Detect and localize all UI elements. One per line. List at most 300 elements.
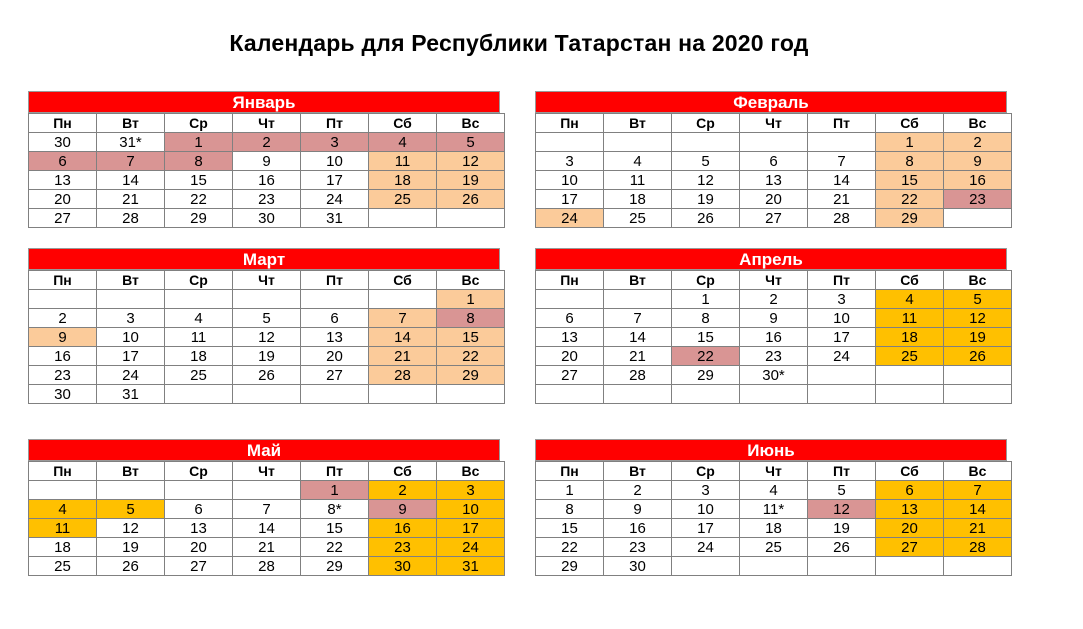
day-cell: 12 [437, 152, 505, 171]
day-cell: 17 [437, 519, 505, 538]
day-cell: 23 [740, 347, 808, 366]
empty-cell [369, 209, 437, 228]
weekday-label: Сб [369, 114, 437, 133]
day-cell: 6 [876, 481, 944, 500]
day-cell: 29 [876, 209, 944, 228]
weekday-label: Вт [97, 462, 165, 481]
day-cell: 26 [97, 557, 165, 576]
day-cell: 27 [165, 557, 233, 576]
weekday-label: Вт [604, 462, 672, 481]
month-name: Май [28, 439, 500, 461]
day-cell: 12 [97, 519, 165, 538]
day-cell: 30 [369, 557, 437, 576]
weekday-label: Пн [29, 114, 97, 133]
day-cell: 10 [808, 309, 876, 328]
week-row [536, 133, 1012, 152]
day-cell: 20 [536, 347, 604, 366]
week-row [536, 557, 1012, 576]
day-cell: 19 [233, 347, 301, 366]
day-cell: 3 [672, 481, 740, 500]
empty-cell [740, 385, 808, 404]
empty-cell [876, 557, 944, 576]
day-cell: 29 [301, 557, 369, 576]
day-cell: 24 [536, 209, 604, 228]
day-cell: 28 [369, 366, 437, 385]
day-cell: 11 [29, 519, 97, 538]
month-grid [28, 270, 505, 404]
day-cell: 9 [369, 500, 437, 519]
day-cell: 15 [437, 328, 505, 347]
empty-cell [233, 481, 301, 500]
day-cell: 20 [165, 538, 233, 557]
day-cell: 13 [740, 171, 808, 190]
day-cell: 5 [233, 309, 301, 328]
weekday-label: Чт [740, 462, 808, 481]
day-cell: 17 [808, 328, 876, 347]
day-cell: 26 [944, 347, 1012, 366]
day-cell: 13 [301, 328, 369, 347]
day-cell: 15 [301, 519, 369, 538]
day-cell: 24 [97, 366, 165, 385]
day-cell: 21 [369, 347, 437, 366]
day-cell: 2 [604, 481, 672, 500]
weekday-label: Пн [29, 462, 97, 481]
week-row [536, 519, 1012, 538]
week-row [536, 366, 1012, 385]
week-row [29, 366, 505, 385]
day-cell: 3 [97, 309, 165, 328]
week-row [29, 152, 505, 171]
weekday-label: Чт [233, 114, 301, 133]
empty-cell [944, 366, 1012, 385]
day-cell: 31 [437, 557, 505, 576]
day-cell: 22 [301, 538, 369, 557]
weekday-label: Ср [672, 462, 740, 481]
day-cell: 4 [165, 309, 233, 328]
day-cell: 12 [944, 309, 1012, 328]
day-cell: 14 [97, 171, 165, 190]
day-cell: 4 [740, 481, 808, 500]
weekday-label: Пн [536, 271, 604, 290]
day-cell: 22 [536, 538, 604, 557]
empty-cell [369, 290, 437, 309]
day-cell: 8 [165, 152, 233, 171]
day-cell: 5 [944, 290, 1012, 309]
day-cell: 25 [165, 366, 233, 385]
day-cell: 23 [29, 366, 97, 385]
week-row [29, 133, 505, 152]
weekday-label: Сб [369, 271, 437, 290]
day-cell: 24 [437, 538, 505, 557]
weekday-label: Чт [740, 271, 808, 290]
day-cell: 28 [604, 366, 672, 385]
page-title: Календарь для Республики Татарстан на 2020 год [229, 30, 809, 56]
day-cell: 20 [876, 519, 944, 538]
day-cell: 1 [876, 133, 944, 152]
empty-cell [740, 133, 808, 152]
weekday-header-row [536, 462, 1012, 481]
day-cell: 18 [165, 347, 233, 366]
day-cell: 31 [97, 385, 165, 404]
day-cell: 13 [29, 171, 97, 190]
week-row [536, 385, 1012, 404]
weekday-header-row [536, 271, 1012, 290]
empty-cell [536, 385, 604, 404]
day-cell: 29 [165, 209, 233, 228]
day-cell: 9 [944, 152, 1012, 171]
weekday-label: Чт [233, 271, 301, 290]
weekday-label: Сб [876, 462, 944, 481]
day-cell: 28 [808, 209, 876, 228]
day-cell: 6 [165, 500, 233, 519]
day-cell: 21 [97, 190, 165, 209]
empty-cell [369, 385, 437, 404]
day-cell: 18 [369, 171, 437, 190]
empty-cell [808, 385, 876, 404]
day-cell: 14 [944, 500, 1012, 519]
week-row [536, 171, 1012, 190]
week-row [29, 171, 505, 190]
weekday-header-row [29, 462, 505, 481]
empty-cell [536, 133, 604, 152]
day-cell: 17 [672, 519, 740, 538]
day-cell: 29 [437, 366, 505, 385]
month-april [535, 248, 1007, 404]
day-cell: 13 [876, 500, 944, 519]
empty-cell [29, 481, 97, 500]
day-cell: 6 [536, 309, 604, 328]
week-row [29, 385, 505, 404]
day-cell: 24 [301, 190, 369, 209]
day-cell: 7 [233, 500, 301, 519]
day-cell: 14 [604, 328, 672, 347]
day-cell: 20 [301, 347, 369, 366]
weekday-label: Вс [944, 114, 1012, 133]
day-cell: 23 [233, 190, 301, 209]
weekday-label: Ср [165, 271, 233, 290]
day-cell: 22 [437, 347, 505, 366]
day-cell: 22 [165, 190, 233, 209]
day-cell: 16 [369, 519, 437, 538]
day-cell: 10 [672, 500, 740, 519]
day-cell: 29 [672, 366, 740, 385]
day-cell: 30 [29, 385, 97, 404]
week-row [536, 481, 1012, 500]
empty-cell [233, 385, 301, 404]
day-cell: 18 [876, 328, 944, 347]
day-cell: 15 [165, 171, 233, 190]
weekday-label: Ср [165, 114, 233, 133]
week-row [29, 500, 505, 519]
day-cell: 7 [944, 481, 1012, 500]
weekday-label: Вс [437, 114, 505, 133]
day-cell: 1 [301, 481, 369, 500]
day-cell: 3 [536, 152, 604, 171]
month-name: Март [28, 248, 500, 270]
weekday-label: Сб [876, 114, 944, 133]
day-cell: 26 [233, 366, 301, 385]
day-cell: 11 [165, 328, 233, 347]
day-cell: 30 [604, 557, 672, 576]
day-cell: 2 [233, 133, 301, 152]
empty-cell [165, 385, 233, 404]
week-row [29, 347, 505, 366]
day-cell: 11 [604, 171, 672, 190]
month-name: Февраль [535, 91, 1007, 113]
day-cell: 7 [369, 309, 437, 328]
empty-cell [604, 290, 672, 309]
empty-cell [808, 557, 876, 576]
week-row [536, 309, 1012, 328]
day-cell: 19 [944, 328, 1012, 347]
weekday-label: Вт [97, 114, 165, 133]
day-cell: 10 [536, 171, 604, 190]
day-cell: 3 [301, 133, 369, 152]
day-cell: 30 [29, 133, 97, 152]
day-cell: 2 [944, 133, 1012, 152]
day-cell: 1 [536, 481, 604, 500]
empty-cell [97, 481, 165, 500]
weekday-label: Вс [437, 462, 505, 481]
empty-cell [165, 290, 233, 309]
week-row [29, 309, 505, 328]
day-cell: 17 [301, 171, 369, 190]
week-row [536, 209, 1012, 228]
month-february [535, 91, 1007, 228]
empty-cell [944, 385, 1012, 404]
month-name: Апрель [535, 248, 1007, 270]
weekday-label: Вс [437, 271, 505, 290]
day-cell: 17 [97, 347, 165, 366]
weekday-label: Чт [233, 462, 301, 481]
month-name: Январь [28, 91, 500, 113]
day-cell: 2 [369, 481, 437, 500]
day-cell: 30 [233, 209, 301, 228]
day-cell: 25 [740, 538, 808, 557]
week-row [536, 347, 1012, 366]
day-cell: 28 [97, 209, 165, 228]
day-cell: 18 [604, 190, 672, 209]
day-cell: 25 [29, 557, 97, 576]
day-cell: 9 [604, 500, 672, 519]
day-cell: 14 [369, 328, 437, 347]
day-cell: 16 [740, 328, 808, 347]
day-cell: 19 [808, 519, 876, 538]
day-cell: 2 [740, 290, 808, 309]
day-cell: 8* [301, 500, 369, 519]
week-row [536, 538, 1012, 557]
month-grid [28, 113, 505, 228]
day-cell: 26 [437, 190, 505, 209]
month-grid [535, 113, 1012, 228]
month-june [535, 439, 1007, 576]
weekday-label: Пт [808, 462, 876, 481]
month-name: Июнь [535, 439, 1007, 461]
day-cell: 16 [604, 519, 672, 538]
day-cell: 5 [437, 133, 505, 152]
day-cell: 1 [672, 290, 740, 309]
day-cell: 23 [369, 538, 437, 557]
weekday-label: Пт [808, 271, 876, 290]
day-cell: 6 [301, 309, 369, 328]
day-cell: 5 [97, 500, 165, 519]
empty-cell [604, 385, 672, 404]
day-cell: 18 [740, 519, 808, 538]
day-cell: 25 [369, 190, 437, 209]
day-cell: 11 [876, 309, 944, 328]
empty-cell [437, 385, 505, 404]
empty-cell [437, 209, 505, 228]
day-cell: 7 [604, 309, 672, 328]
day-cell: 26 [672, 209, 740, 228]
day-cell: 23 [604, 538, 672, 557]
empty-cell [165, 481, 233, 500]
day-cell: 27 [29, 209, 97, 228]
day-cell: 17 [536, 190, 604, 209]
weekday-label: Пт [301, 114, 369, 133]
day-cell: 8 [876, 152, 944, 171]
day-cell: 11 [369, 152, 437, 171]
day-cell: 16 [29, 347, 97, 366]
day-cell: 30* [740, 366, 808, 385]
day-cell: 21 [808, 190, 876, 209]
day-cell: 26 [808, 538, 876, 557]
day-cell: 10 [301, 152, 369, 171]
day-cell: 28 [233, 557, 301, 576]
day-cell: 4 [876, 290, 944, 309]
week-row [29, 190, 505, 209]
day-cell: 16 [233, 171, 301, 190]
day-cell: 15 [672, 328, 740, 347]
day-cell: 18 [29, 538, 97, 557]
day-cell: 27 [740, 209, 808, 228]
week-row [29, 290, 505, 309]
weekday-label: Вс [944, 462, 1012, 481]
day-cell: 27 [876, 538, 944, 557]
day-cell: 27 [536, 366, 604, 385]
day-cell: 21 [233, 538, 301, 557]
day-cell: 9 [233, 152, 301, 171]
day-cell: 3 [437, 481, 505, 500]
empty-cell [672, 385, 740, 404]
empty-cell [301, 385, 369, 404]
day-cell: 19 [97, 538, 165, 557]
weekday-label: Ср [165, 462, 233, 481]
weekday-label: Сб [876, 271, 944, 290]
day-cell: 8 [536, 500, 604, 519]
empty-cell [233, 290, 301, 309]
day-cell: 9 [740, 309, 808, 328]
empty-cell [876, 366, 944, 385]
day-cell: 4 [604, 152, 672, 171]
day-cell: 12 [672, 171, 740, 190]
day-cell: 28 [944, 538, 1012, 557]
day-cell: 8 [672, 309, 740, 328]
week-row [29, 557, 505, 576]
day-cell: 25 [876, 347, 944, 366]
empty-cell [672, 557, 740, 576]
day-cell: 21 [944, 519, 1012, 538]
week-row [29, 519, 505, 538]
day-cell: 5 [672, 152, 740, 171]
weekday-label: Пт [808, 114, 876, 133]
weekday-label: Пт [301, 271, 369, 290]
day-cell: 25 [604, 209, 672, 228]
week-row [536, 328, 1012, 347]
week-row [29, 538, 505, 557]
empty-cell [29, 290, 97, 309]
day-cell: 31 [301, 209, 369, 228]
weekday-label: Ср [672, 271, 740, 290]
day-cell: 12 [808, 500, 876, 519]
day-cell: 4 [29, 500, 97, 519]
weekday-label: Вт [604, 114, 672, 133]
month-grid [535, 461, 1012, 576]
empty-cell [944, 557, 1012, 576]
day-cell: 29 [536, 557, 604, 576]
month-grid [28, 461, 505, 576]
empty-cell [808, 366, 876, 385]
week-row [29, 209, 505, 228]
day-cell: 3 [808, 290, 876, 309]
day-cell: 21 [604, 347, 672, 366]
day-cell: 31* [97, 133, 165, 152]
month-may [28, 439, 500, 576]
month-march [28, 248, 500, 404]
day-cell: 7 [808, 152, 876, 171]
week-row [29, 481, 505, 500]
empty-cell [97, 290, 165, 309]
month-grid [535, 270, 1012, 404]
day-cell: 14 [233, 519, 301, 538]
empty-cell [301, 290, 369, 309]
month-january [28, 91, 500, 228]
day-cell: 10 [437, 500, 505, 519]
weekday-label: Пн [536, 114, 604, 133]
day-cell: 7 [97, 152, 165, 171]
weekday-header-row [29, 114, 505, 133]
empty-cell [604, 133, 672, 152]
weekday-label: Ср [672, 114, 740, 133]
weekday-label: Пн [536, 462, 604, 481]
day-cell: 15 [536, 519, 604, 538]
week-row [536, 152, 1012, 171]
day-cell: 20 [740, 190, 808, 209]
weekday-header-row [29, 271, 505, 290]
weekday-label: Вт [604, 271, 672, 290]
day-cell: 11* [740, 500, 808, 519]
empty-cell [808, 133, 876, 152]
weekday-label: Чт [740, 114, 808, 133]
day-cell: 20 [29, 190, 97, 209]
weekday-label: Вс [944, 271, 1012, 290]
day-cell: 5 [808, 481, 876, 500]
day-cell: 1 [437, 290, 505, 309]
day-cell: 24 [672, 538, 740, 557]
day-cell: 22 [876, 190, 944, 209]
day-cell: 6 [740, 152, 808, 171]
weekday-label: Пт [301, 462, 369, 481]
empty-cell [740, 557, 808, 576]
empty-cell [944, 209, 1012, 228]
day-cell: 10 [97, 328, 165, 347]
day-cell: 6 [29, 152, 97, 171]
day-cell: 27 [301, 366, 369, 385]
day-cell: 12 [233, 328, 301, 347]
empty-cell [536, 290, 604, 309]
day-cell: 15 [876, 171, 944, 190]
week-row [536, 500, 1012, 519]
